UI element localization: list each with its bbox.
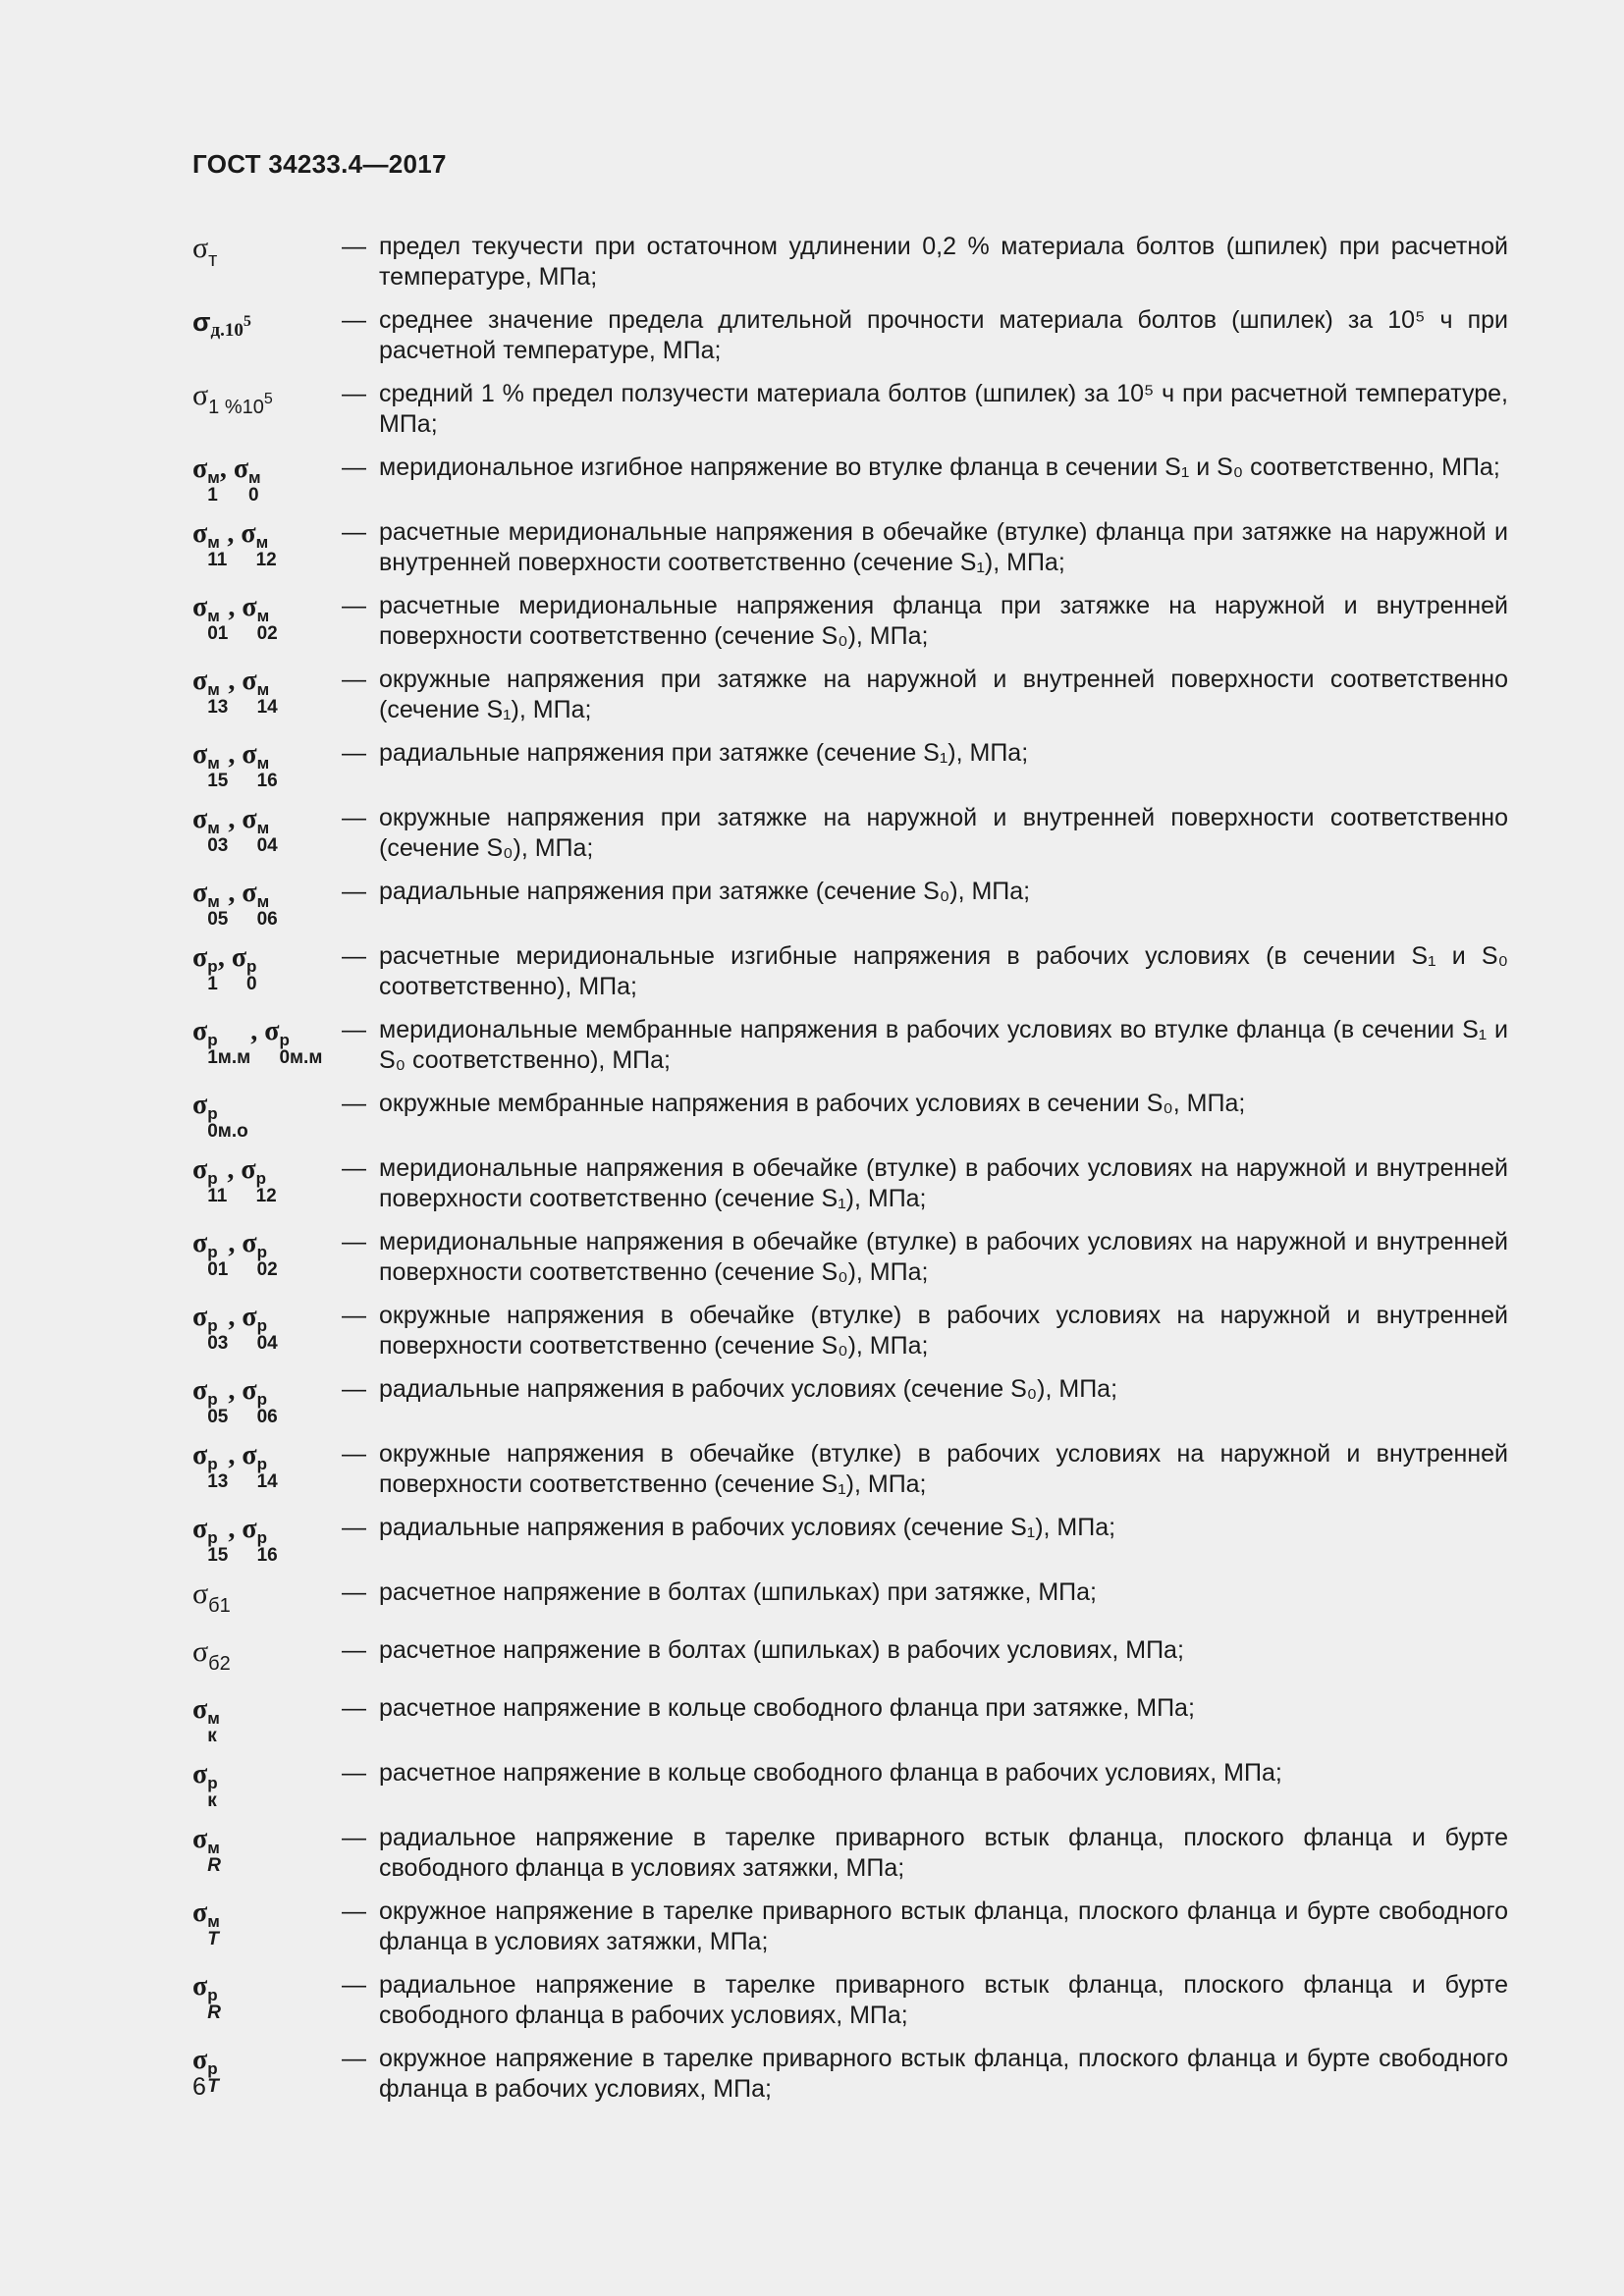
definition-symbol: σ р 13 , σ р 14 [192, 1440, 278, 1492]
document-header: ГОСТ 34233.4—2017 [192, 149, 447, 179]
definition-symbol: σ м T [192, 1897, 220, 1949]
definition-text: радиальные напряжения в рабочих условиях (сечение S₁), МПа; [379, 1514, 1116, 1541]
definition-dash: — [342, 1897, 366, 1925]
definition-symbol: σ р 0м.о [192, 1090, 248, 1142]
definition-text: окружные напряжения при затяжке на наружной и внутренней поверхности соответственно (сечение S₀), МПа; [379, 804, 1508, 862]
definition-item [192, 1513, 1508, 1565]
definition-dash: — [342, 454, 366, 481]
definition-dash: — [342, 942, 366, 970]
definition-item [192, 877, 1508, 929]
definition-text: расчетные меридиональные напряжения фланца при затяжке на наружной и внутренней поверхности соответственно (сечение S₀), МПа; [379, 592, 1508, 650]
definition-item [192, 517, 1508, 578]
definition-symbol: σ м 15 , σ м 16 [192, 739, 278, 791]
definition-text: радиальное напряжение в тарелке приварного встык фланца, плоского фланца и бурте свободного фланца в условиях затяжки, МПа; [379, 1824, 1508, 1882]
definition-dash: — [342, 804, 366, 831]
definition-symbol: σ м 13 , σ м 14 [192, 666, 278, 718]
definition-dash: — [342, 518, 366, 546]
definition-item [192, 1896, 1508, 1957]
definition-symbol: σ р к [192, 1759, 218, 1811]
page-number: 6 [192, 2073, 206, 2101]
definition-symbol: σ р R [192, 1971, 221, 2023]
definition-symbol: $\sigma_{1 \%10^5}$ [192, 379, 273, 418]
definition-dash: — [342, 666, 366, 693]
definition-symbol: $\sigma_{б1}$ [192, 1577, 231, 1617]
definition-text: меридиональное изгибное напряжение во втулке фланца в сечении S₁ и S₀ соответственно, МПа; [379, 454, 1500, 481]
definition-symbol: σ м 1 , σ м 0 [192, 454, 261, 506]
definition-dash: — [342, 878, 366, 905]
definition-symbol: σ р 11 , σ р 12 [192, 1154, 277, 1206]
definition-item [192, 453, 1508, 505]
definition-text: расчетные меридиональные изгибные напряжения в рабочих условиях (в сечении S₁ и S₀ соответственно), МПа; [379, 942, 1508, 1000]
definition-text: среднее значение предела длительной прочности материала болтов (шпилек) за 10⁵ ч при расчетной температуре, МПа; [379, 306, 1508, 364]
definition-symbol: σ м 05 , σ м 06 [192, 878, 278, 930]
definition-text: окружные напряжения при затяжке на наружной и внутренней поверхности соответственно (сечение S₁), МПа; [379, 666, 1508, 723]
definition-dash: — [342, 1302, 366, 1329]
definition-dash: — [342, 233, 366, 260]
definition-dash: — [342, 1578, 366, 1606]
definition-symbol: σ р 15 , σ р 16 [192, 1514, 278, 1566]
definition-text: меридиональные мембранные напряжения в рабочих условиях во втулке фланца (в сечении S₁ и S₀ соответственно), МПа; [379, 1016, 1508, 1074]
definition-dash: — [342, 592, 366, 619]
definition-dash: — [342, 2045, 366, 2072]
definition-item [192, 1693, 1508, 1745]
definition-symbol: $\sigma_т$ [192, 232, 218, 271]
definition-text: меридиональные напряжения в обечайке (втулке) в рабочих условиях на наружной и внутренней поверхности соответственно (сечение S₀), МПа; [379, 1228, 1508, 1286]
definition-text: радиальные напряжения при затяжке (сечение S₀), МПа; [379, 878, 1031, 905]
definition-dash: — [342, 1375, 366, 1403]
definition-dash: — [342, 380, 366, 407]
definition-symbol: σ р T [192, 2045, 219, 2097]
definition-item [192, 2044, 1508, 2105]
definition-item [192, 1301, 1508, 1362]
definition-symbol: σ м 11 , σ м 12 [192, 518, 277, 570]
definition-dash: — [342, 1514, 366, 1541]
definition-dash: — [342, 1636, 366, 1664]
definition-text: расчетные меридиональные напряжения в обечайке (втулке) фланца при затяжке на наружной и внутренней поверхности соответственно (сечение S₁), МПа; [379, 518, 1508, 576]
definition-text: окружное напряжение в тарелке приварного встык фланца, плоского фланца и бурте свободного фланца в условиях затяжки, МПа; [379, 1897, 1508, 1955]
definition-text: предел текучести при остаточном удлинении 0,2 % материала болтов (шпилек) при расчетной температуре, МПа; [379, 233, 1508, 291]
definition-text: расчетное напряжение в кольце свободного фланца при затяжке, МПа; [379, 1694, 1195, 1722]
definition-item [192, 1577, 1508, 1623]
definition-dash: — [342, 306, 366, 334]
definition-symbol: σ р 1 , σ р 0 [192, 942, 257, 994]
definition-text: окружные мембранные напряжения в рабочих условиях в сечении S₀, МПа; [379, 1090, 1246, 1117]
definition-item [192, 1227, 1508, 1288]
definition-item [192, 1635, 1508, 1681]
definition-item [192, 232, 1508, 293]
definition-text: радиальные напряжения в рабочих условиях (сечение S₀), МПа; [379, 1375, 1118, 1403]
definition-item [192, 305, 1508, 366]
definition-item [192, 1089, 1508, 1141]
definition-symbol: $\sigma_{б2}$ [192, 1635, 231, 1675]
definition-dash: — [342, 739, 366, 767]
definition-item [192, 1970, 1508, 2031]
definition-dash: — [342, 1824, 366, 1851]
definition-dash: — [342, 1694, 366, 1722]
definition-dash: — [342, 1440, 366, 1468]
definition-dash: — [342, 1090, 366, 1117]
definition-text: окружные напряжения в обечайке (втулке) в рабочих условиях на наружной и внутренней поверхности соответственно (сечение S₁), МПа; [379, 1440, 1508, 1498]
definition-text: окружные напряжения в обечайке (втулке) в рабочих условиях на наружной и внутренней поверхности соответственно (сечение S₀), МПа; [379, 1302, 1508, 1360]
definition-symbol: σ м R [192, 1824, 221, 1876]
definition-item [192, 1439, 1508, 1500]
definition-text: радиальное напряжение в тарелке приварного встык фланца, плоского фланца и бурте свободного фланца в рабочих условиях, МПа; [379, 1971, 1508, 2029]
definition-item [192, 1758, 1508, 1810]
definition-text: расчетное напряжение в болтах (шпильках) при затяжке, МПа; [379, 1578, 1097, 1606]
definition-text: меридиональные напряжения в обечайке (втулке) в рабочих условиях на наружной и внутренней поверхности соответственно (сечение S₁), МПа; [379, 1154, 1508, 1212]
definition-item [192, 738, 1508, 790]
definition-text: расчетное напряжение в кольце свободного фланца в рабочих условиях, МПа; [379, 1759, 1282, 1787]
definition-symbol: σ м 01 , σ м 02 [192, 592, 278, 644]
definition-item [192, 379, 1508, 440]
definition-text: средний 1 % предел ползучести материала болтов (шпилек) за 10⁵ ч при расчетной температуре, МПа; [379, 380, 1508, 438]
definition-dash: — [342, 1154, 366, 1182]
definition-text: окружное напряжение в тарелке приварного встык фланца, плоского фланца и бурте свободного фланца в рабочих условиях, МПа; [379, 2045, 1508, 2103]
definition-item [192, 1374, 1508, 1426]
definition-item [192, 1823, 1508, 1884]
definition-symbol: σ р 01 , σ р 02 [192, 1228, 278, 1280]
definition-item [192, 1015, 1508, 1076]
definition-dash: — [342, 1228, 366, 1255]
definition-text: радиальные напряжения при затяжке (сечение S₁), МПа; [379, 739, 1029, 767]
definition-symbol: σ м к [192, 1694, 220, 1746]
definition-dash: — [342, 1759, 366, 1787]
definition-item [192, 941, 1508, 1002]
definition-item [192, 1153, 1508, 1214]
definition-item [192, 803, 1508, 864]
definition-symbol: σ р 05 , σ р 06 [192, 1375, 278, 1427]
definition-symbol: $\sigma_{д.10^5}$ [192, 307, 251, 341]
definition-text: расчетное напряжение в болтах (шпильках) в рабочих условиях, МПа; [379, 1636, 1184, 1664]
definition-symbol: σ р 1м.м , σ р 0м.м [192, 1016, 323, 1068]
definition-symbol: σ м 03 , σ м 04 [192, 804, 278, 856]
definition-dash: — [342, 1016, 366, 1043]
definition-dash: — [342, 1971, 366, 1999]
definition-symbol: σ р 03 , σ р 04 [192, 1302, 278, 1354]
definition-item [192, 591, 1508, 652]
definition-item [192, 665, 1508, 725]
definitions-list [192, 232, 1508, 2117]
